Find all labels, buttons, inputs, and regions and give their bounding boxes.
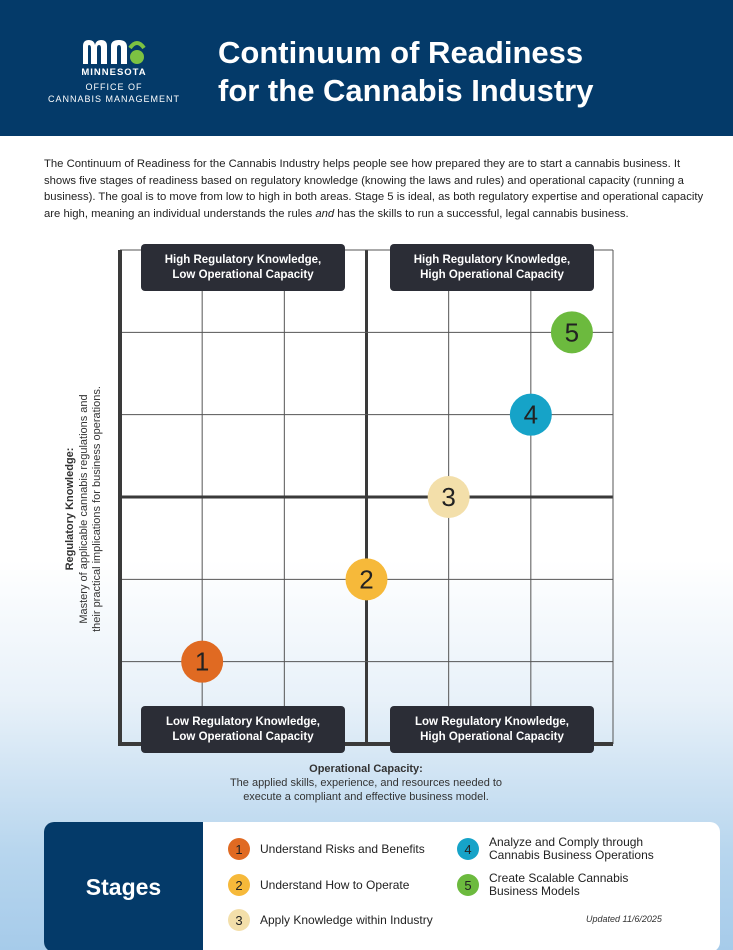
updated-date: Updated 11/6/2025 <box>586 914 662 924</box>
stage-number-badge: 3 <box>228 909 250 931</box>
stages-heading: Stages <box>44 822 203 950</box>
stage-number-badge: 2 <box>228 874 250 896</box>
intro-emphasis: and <box>315 207 335 220</box>
quadrant-label-line: High Regulatory Knowledge, <box>164 253 322 266</box>
quadrant-label-line: Low Regulatory Knowledge, <box>415 715 569 728</box>
y-axis-description: their practical implications for business operations. <box>90 386 103 632</box>
logo-state-text: MINNESOTA <box>81 67 147 78</box>
stage-number-badge: 4 <box>457 838 479 860</box>
quadrant-label-line: Low Operational Capacity <box>172 730 314 743</box>
stage-point-label: 1 <box>194 646 210 677</box>
stage-point-label: 2 <box>359 564 374 595</box>
intro-text-part-1: The Continuum of Readiness for the Cannabis Industry helps people see how prepared they are to start a cannabis business. It shows five stages of readiness based on regulatory knowledge (knowing the laws and rules) and operational capacity (running a business). The goal is to move from low to high in both areas. Stage 5 is ideal, as both regulatory expertise and operational capacity are high, meaning an individual understands the rules <box>44 158 704 220</box>
quadrant-label-line: Low Operational Capacity <box>172 268 314 281</box>
stage-point-label: 5 <box>564 317 580 348</box>
x-axis-title: Operational Capacity: <box>309 763 423 775</box>
quadrant-label-line: High Operational Capacity <box>420 268 564 281</box>
title-line-2: for the Cannabis Industry <box>218 73 594 108</box>
stage-legend-label: Understand Risks and Benefits <box>260 841 425 856</box>
quadrant-label-bottom-right <box>390 706 594 753</box>
quadrant-label-line: High Operational Capacity <box>420 730 564 743</box>
quadrant-label-bottom-left <box>141 706 345 753</box>
title-line-1: Continuum of Readiness <box>218 35 584 70</box>
quadrant-label-line: High Regulatory Knowledge, <box>413 253 571 266</box>
stage-legend-item <box>228 874 409 896</box>
stage-legend-item <box>228 838 425 860</box>
quadrant-label-top-left <box>141 244 345 291</box>
logo-office-name: CANNABIS MANAGEMENT <box>47 94 180 104</box>
y-axis-description: Mastery of applicable cannabis regulations and <box>77 394 90 624</box>
stage-legend-item <box>228 909 433 931</box>
y-axis-title: Regulatory Knowledge: <box>63 447 76 571</box>
stage-number-badge: 1 <box>228 838 250 860</box>
quadrant-label-line: Low Regulatory Knowledge, <box>166 715 320 728</box>
stage-legend-label: Analyze and Comply through Cannabis Business Operations <box>489 835 654 862</box>
stage-legend-item <box>457 836 654 862</box>
intro-text-part-2: has the skills to run a successful, legal cannabis business. <box>334 207 629 220</box>
stages-legend <box>44 822 720 950</box>
stage-legend-label: Create Scalable Cannabis Business Models <box>489 871 629 898</box>
stage-legend-item <box>457 872 628 898</box>
stage-point-label: 4 <box>523 399 539 430</box>
quadrant-label-top-right <box>390 244 594 291</box>
stage-legend-label: Understand How to Operate <box>260 877 410 892</box>
logo-office-text: OFFICE OF <box>85 82 143 92</box>
stage-point-label: 3 <box>441 482 456 512</box>
stage-number-badge: 5 <box>457 874 479 896</box>
x-axis-label <box>216 762 516 804</box>
x-axis-description: execute a compliant and effective business model. <box>243 791 489 803</box>
stage-legend-label: Apply Knowledge within Industry <box>260 912 433 927</box>
x-axis-description: The applied skills, experience, and resources needed to <box>229 777 503 789</box>
y-axis-label <box>64 379 105 639</box>
